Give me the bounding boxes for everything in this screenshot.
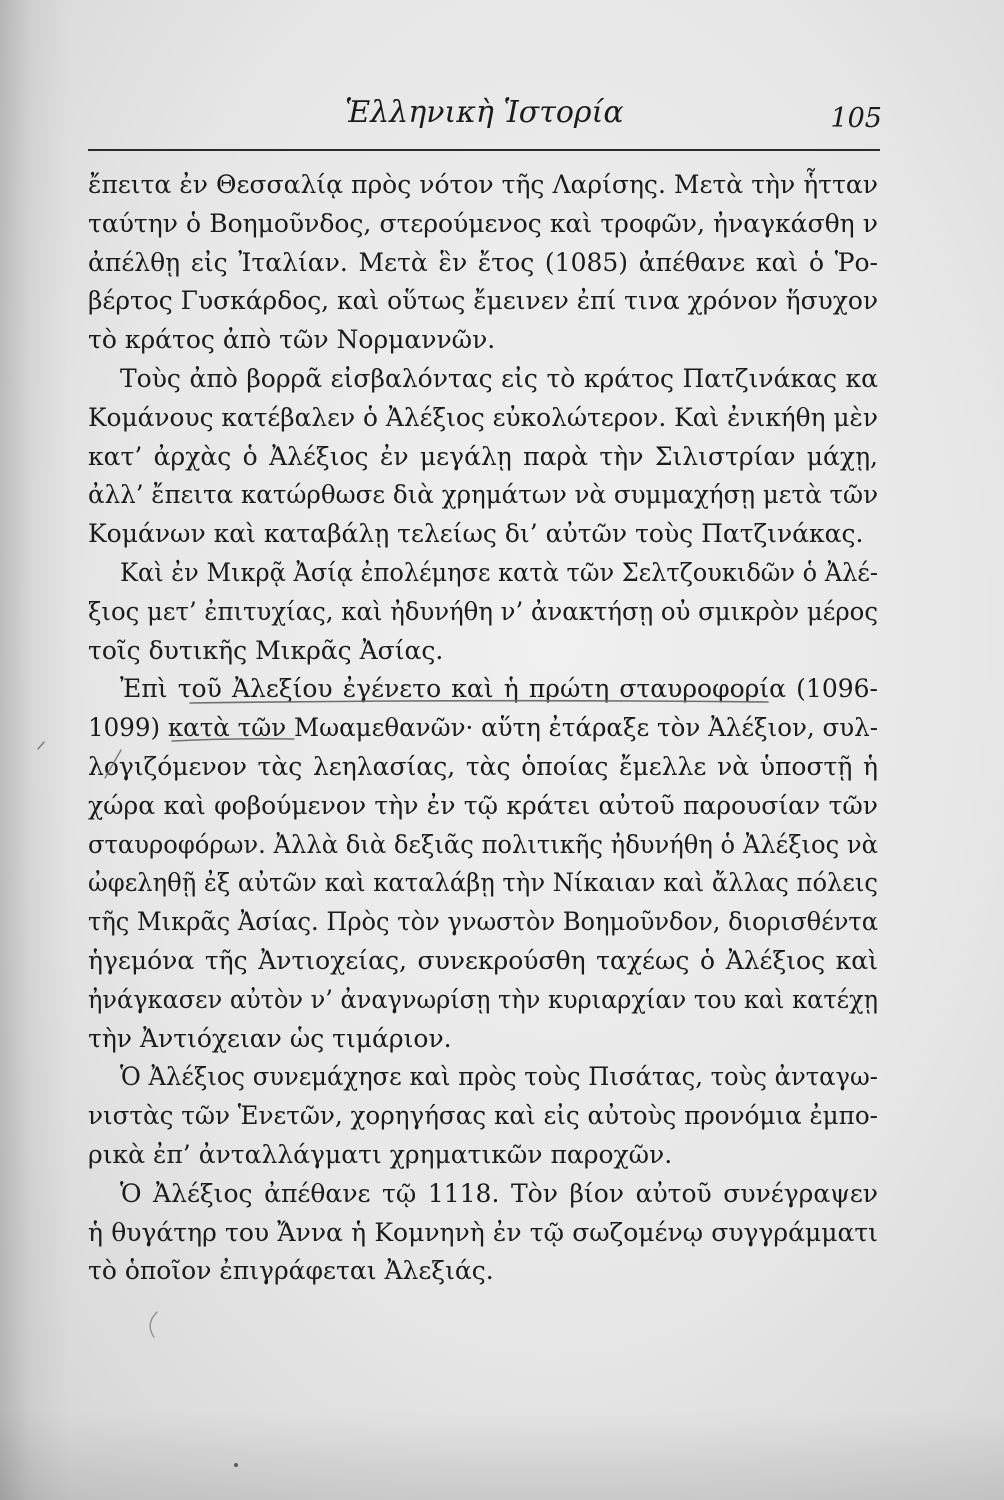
header-rule (88, 149, 880, 151)
line-text: Κομάνων καὶ καταβάλῃ τελείως δι’ αὐτῶν τοὺς Πατζινάκας. (88, 519, 864, 549)
line-text: ὠφεληθῇ ἐξ αὐτῶν καὶ καταλάβῃ τὴν Νίκαιαν καὶ ἄλλας πόλεις (88, 868, 878, 898)
line-text: τὸ ὁποῖον ἐπιγράφεται Ἀλεξιάς. (88, 1256, 494, 1286)
line-text: Τοὺς ἀπὸ βορρᾶ εἰσβαλόντας εἰς τὸ κράτος Πατζινάκας κα (120, 363, 878, 393)
line-text: Ὁ Ἀλέξιος ἀπέθανε τῷ 1118. Τὸν βίον αὐτοῦ συνέγραψεν (120, 1178, 878, 1208)
text-line (88, 632, 878, 671)
line-text: Ἐπὶ τοῦ Ἀλεξίου ἐγένετο καὶ ἡ πρώτη σταυροφορία (1096- (120, 674, 878, 704)
line-text: Ὁ Ἀλέξιος συνεμάχησε καὶ πρὸς τοὺς Πισάτας, τοὺς ἀνταγω- (120, 1062, 878, 1092)
text-line (88, 399, 878, 438)
line-text: Κομάνους κατέβαλεν ὁ Ἀλέξιος εὐκολώτερον. Καὶ ἐνικήθη μὲν (88, 402, 878, 432)
text-line (88, 438, 878, 477)
line-text: τὸ κράτος ἀπὸ τῶν Νορμαννῶν. (88, 325, 496, 355)
text-line (88, 166, 878, 205)
text-line (88, 593, 878, 632)
text-line (88, 903, 878, 942)
text-line (88, 360, 878, 399)
paragraph (88, 1175, 878, 1291)
text-line (88, 826, 878, 865)
line-text: ἀλλ’ ἔπειτα κατώρθωσε διὰ χρημάτων νὰ συμμαχήσῃ μετὰ τῶν (88, 480, 878, 510)
text-line (88, 1020, 878, 1059)
line-text: 1099) κατὰ τῶν Μωαμεθανῶν· αὕτη ἐτάραξε τὸν Ἀλέξιον, συλ- (88, 713, 878, 743)
line-text: ἡγεμόνα τῆς Ἀντιοχείας, συνεκρούσθη ταχέως ὁ Ἀλέξιος καὶ (88, 945, 878, 975)
line-text: ἔπειτα ἐν Θεσσαλίᾳ πρὸς νότον τῆς Λαρίσης. Μετὰ τὴν ἧτταν (88, 170, 878, 199)
text-line (88, 554, 878, 593)
paragraph (88, 670, 878, 1058)
text-line (88, 864, 878, 903)
text-line (88, 282, 878, 321)
line-text: τὴν Ἀντιόχειαν ὡς τιμάριον. (88, 1023, 452, 1053)
pencil-bracket (150, 1312, 157, 1337)
line-text: τοῖς δυτικῆς Μικρᾶς Ἀσίας. (88, 635, 444, 665)
text-line (88, 1058, 878, 1097)
text-line (88, 748, 878, 787)
paragraph (88, 166, 878, 360)
paragraph (88, 1058, 878, 1174)
paragraph (88, 360, 878, 554)
pencil-tick (38, 742, 44, 749)
line-text: ἀπέλθῃ εἰς Ἰταλίαν. Μετὰ ἓν ἔτος (1085) ἀπέθανε καὶ ὁ Ῥο- (88, 247, 878, 277)
line-text: κατ’ ἀρχὰς ὁ Ἀλέξιος ἐν μεγάλῃ παρὰ τὴν Σιλιστρίαν μάχῃ, (88, 441, 878, 471)
line-text: Καὶ ἐν Μικρᾷ Ἀσίᾳ ἐπολέμησε κατὰ τῶν Σελτζουκιδῶν ὁ Ἀλέ- (120, 557, 878, 587)
body-text (88, 166, 878, 1291)
text-line (88, 244, 878, 283)
line-text: ταύτην ὁ Βοημοῦνδος, στερούμενος καὶ τροφῶν, ἠναγκάσθη ν (88, 208, 878, 238)
line-text: ρικὰ ἐπ’ ἀνταλλάγματι χρηματικῶν παροχῶν. (88, 1139, 673, 1169)
text-line (88, 1097, 878, 1136)
paragraph (88, 554, 878, 670)
line-text: ξιος μετ’ ἐπιτυχίας, καὶ ἠδυνήθη ν’ ἀνακτήσῃ οὐ σμικρὸν μέρος (88, 596, 878, 626)
line-text: τῆς Μικρᾶς Ἀσίας. Πρὸς τὸν γνωστὸν Βοημοῦνδον, διορισθέντα (88, 907, 878, 937)
text-line (88, 787, 878, 826)
line-text: νιστὰς τῶν Ἑνετῶν, χορηγήσας καὶ εἰς αὐτοὺς προνόμια ἐμπο- (88, 1101, 878, 1131)
text-line (88, 709, 878, 748)
line-text: ἠνάγκασεν αὐτὸν ν’ ἀναγνωρίσῃ τὴν κυριαρχίαν του καὶ κατέχῃ (88, 984, 878, 1014)
text-line (88, 670, 878, 709)
text-line (88, 1252, 878, 1291)
running-head-title: Ἑλληνικὴ Ἱστορία (345, 95, 624, 130)
line-text: λογιζόμενον τὰς λεηλασίας, τὰς ὁποίας ἔμελλε νὰ ὑποστῇ ἡ (88, 751, 878, 781)
text-line (88, 942, 878, 981)
text-line (88, 321, 878, 360)
text-line (88, 205, 878, 244)
text-line (88, 1214, 878, 1253)
text-line (88, 1136, 878, 1175)
pencil-dot (234, 1463, 238, 1467)
line-text: βέρτος Γυσκάρδος, καὶ οὕτως ἔμεινεν ἐπί τινα χρόνον ἥσυχον (88, 286, 878, 316)
line-text: σταυροφόρων. Ἀλλὰ διὰ δεξιᾶς πολιτικῆς ἠδυνήθη ὁ Ἀλέξιος νὰ (88, 829, 878, 859)
text-line (88, 1175, 878, 1214)
text-line (88, 515, 878, 554)
page-number: 105 (830, 103, 882, 134)
line-text: χώρα καὶ φοβούμενον τὴν ἐν τῷ κράτει αὐτοῦ παρουσίαν τῶν (88, 790, 878, 820)
text-line (88, 981, 878, 1020)
line-text: ἡ θυγάτηρ του Ἄννα ἡ Κομνηνὴ ἐν τῷ σωζομένῳ συγγράμματι (88, 1217, 878, 1247)
text-line (88, 476, 878, 515)
